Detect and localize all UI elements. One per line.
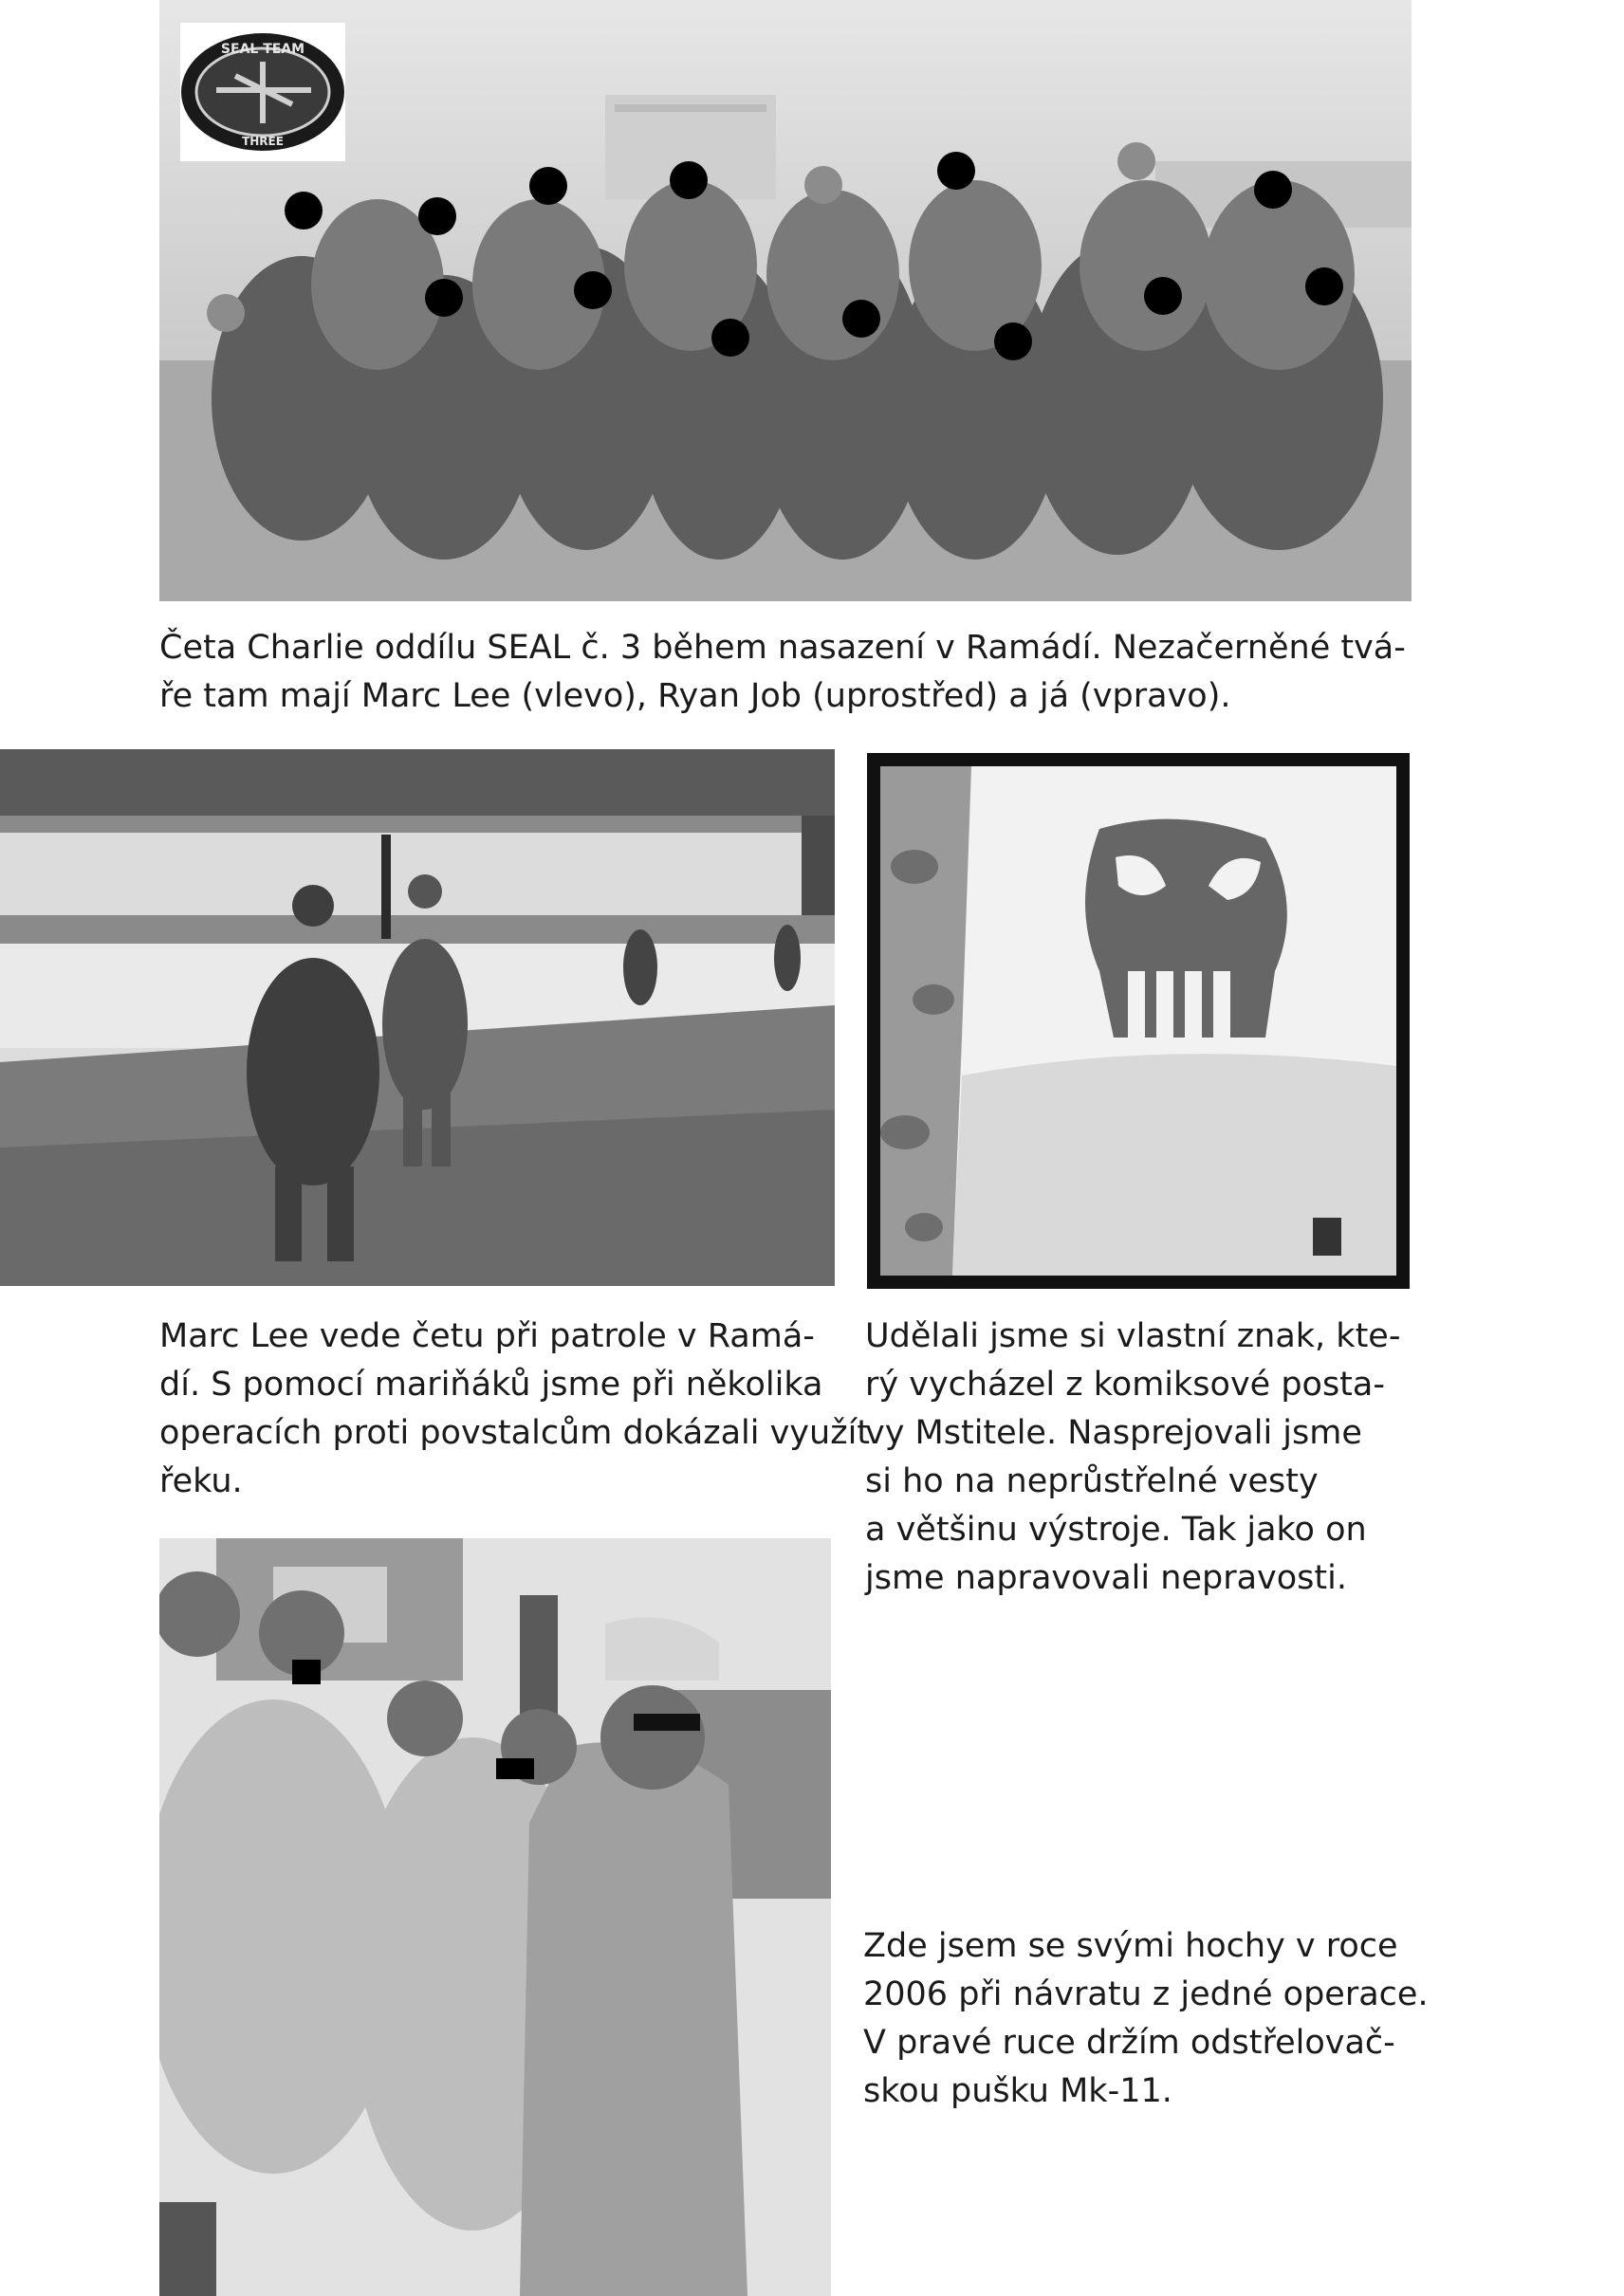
caption-line: rý vycházel z komiksové posta-	[865, 1366, 1385, 1404]
team-photo	[159, 0, 1412, 601]
patrol-caption	[159, 1313, 870, 1506]
caption-line: V pravé ruce držím odstřelovač-	[863, 2024, 1395, 2062]
caption-line: a většinu výstroje. Tak jako on	[865, 1511, 1367, 1549]
caption-line: jsme napravovali nepravosti.	[865, 1559, 1347, 1597]
caption-line: dí. S pomocí mariňáků jsme při několika	[159, 1366, 823, 1404]
caption-line: 2006 při návratu z jedné operace.	[863, 1975, 1429, 2013]
return-caption	[863, 1922, 1429, 2116]
caption-line: vy Mstitele. Nasprejovali jsme	[865, 1414, 1362, 1452]
patrol-photo	[0, 749, 835, 1286]
return-photo	[159, 1538, 831, 2296]
caption-line: Marc Lee vede četu při patrole v Ramá-	[159, 1317, 815, 1355]
logo-number: THREE	[242, 135, 284, 148]
caption-line: ře tam mají Marc Lee (vlevo), Ryan Job (uprostřed) a já (vpravo).	[159, 677, 1231, 715]
caption-line: Zde jsem se svými hochy v roce	[863, 1927, 1398, 1965]
caption-line: si ho na neprůstřelné vesty	[865, 1462, 1319, 1500]
caption-line: Udělali jsme si vlastní znak, kte-	[865, 1317, 1401, 1355]
seal-team-logo	[180, 23, 345, 161]
logo-name: SEAL TEAM	[220, 42, 305, 57]
team-caption	[159, 624, 1406, 721]
caption-line: Četa Charlie oddílu SEAL č. 3 během nasazení v Ramádí. Nezačerněné tvá-	[159, 629, 1406, 667]
caption-line: skou pušku Mk-11.	[863, 2072, 1172, 2110]
punisher-emblem-photo	[867, 753, 1410, 1289]
caption-line: řeku.	[159, 1462, 243, 1500]
punisher-caption	[865, 1313, 1400, 1603]
caption-line: operacích proti povstalcům dokázali využít	[159, 1414, 871, 1452]
